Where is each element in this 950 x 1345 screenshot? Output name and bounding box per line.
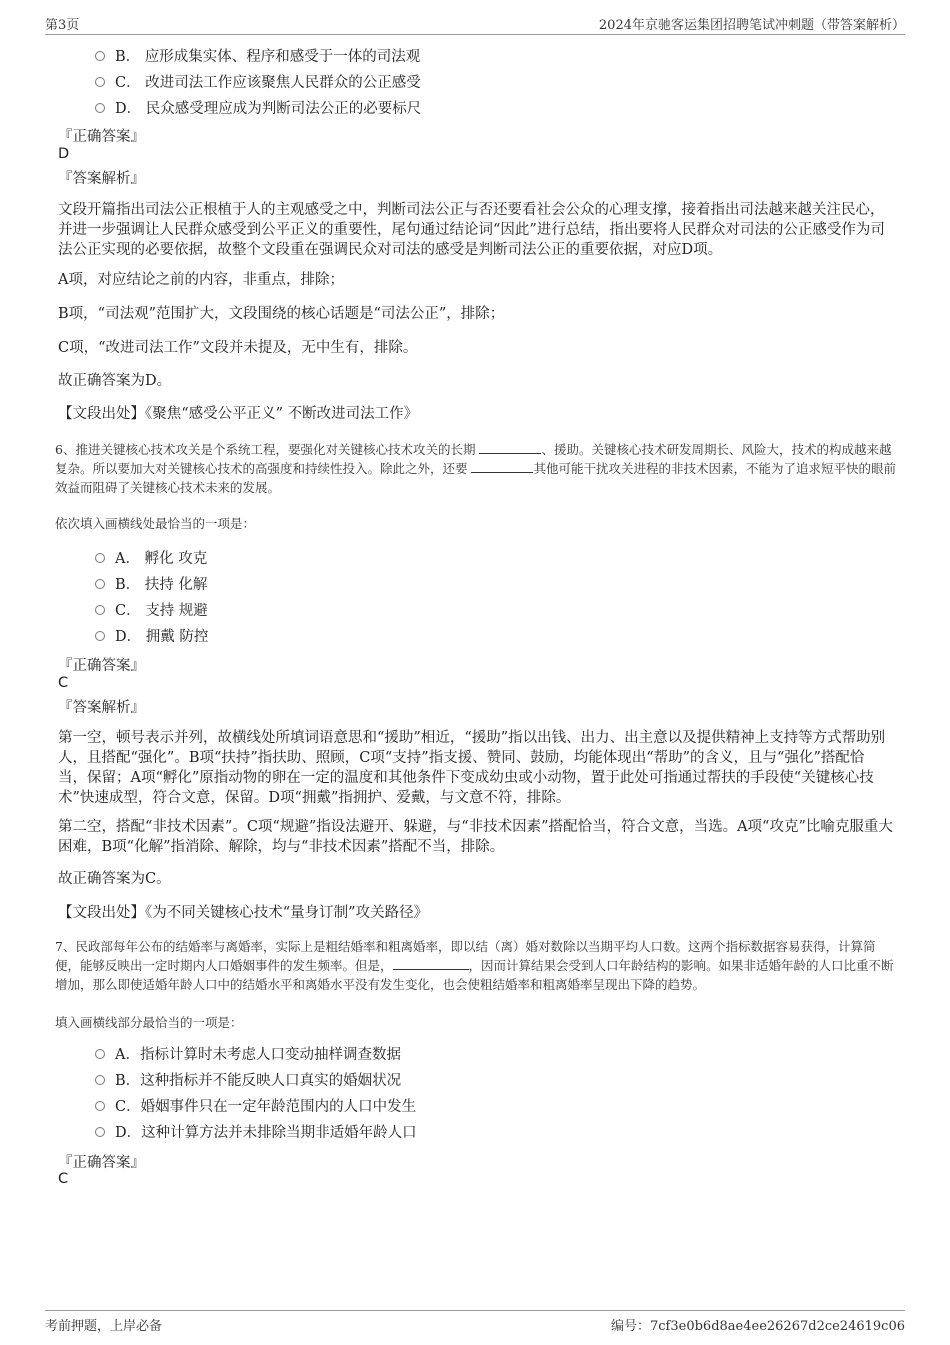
- q6-option-d[interactable]: D． 拥戴 防控: [95, 626, 208, 648]
- q5-analysis-paragraph: 文段开篇指出司法公正根植于人的主观感受之中，判断司法公正与否还要看社会公众的心理支撑，接着指出司法越来越关注民心，并进一步强调让人民群众感受到公平正义的重要性，尾句通过结论词“因此”进行总结，指出要将人民群众对司法的公正感受作为司法公正实现的必要依据，故整个文段重在强调民众对司法的感受是判断司法公正的重要依据，对应D项。: [58, 202, 885, 258]
- q6-option-b[interactable]: B． 扶持 化解: [95, 574, 207, 596]
- page-number: 第3页: [45, 18, 80, 33]
- page-footer: [45, 1310, 905, 1335]
- q5-option-c[interactable]: C． 改进司法工作应该聚焦人民群众的公正感受: [95, 72, 421, 94]
- q6-answer: C: [58, 675, 69, 691]
- radio-icon[interactable]: [95, 103, 105, 113]
- radio-icon[interactable]: [95, 1075, 105, 1085]
- q5-analysis-a: A项，对应结论之前的内容，非重点，排除；: [58, 272, 344, 288]
- q6-option-c[interactable]: C． 支持 规避: [95, 600, 208, 622]
- q5-analysis-c: C项，“改进司法工作”文段并未提及，无中生有，排除。: [58, 340, 418, 356]
- q5-answer-label: 『正确答案』: [58, 129, 145, 145]
- q6-analysis-label: 『答案解析』: [58, 700, 145, 716]
- document-id: 编号：7cf3e0b6d8ae4ee26267d2ce24619c06: [611, 1319, 905, 1334]
- q7-option-b[interactable]: B．这种指标并不能反映人口真实的婚姻状况: [95, 1070, 401, 1092]
- blank-line: [479, 441, 541, 454]
- q7-answer: C: [58, 1171, 69, 1187]
- q5-option-d[interactable]: D． 民众感受理应成为判断司法公正的必要标尺: [95, 98, 421, 120]
- radio-icon[interactable]: [95, 605, 105, 615]
- q6-question-text: 6、推进关键核心技术攻关是个系统工程，要强化对关键核心技术攻关的长期 、援助。关键核心技术研发周期长、风险大，技术的构成越来越复杂。所以要加大对关键核心技术的高强度和持续性投入。除此之外，还要 其他可能干扰攻关进程的非技术因素，不能为了追求短平快的眼前效益而阻碍了关键核心技术未来的发展。: [55, 442, 896, 495]
- radio-icon[interactable]: [95, 1127, 105, 1137]
- q5-conclusion: 故正确答案为D。: [58, 373, 172, 389]
- q6-analysis-first-blank: 第一空，顿号表示并列，故横线处所填词语意思和“援助”相近，“援助”指以出钱、出力、出主意以及提供精神上支持等方式帮助别人，且搭配“强化”。B项“扶持”指扶助、照顾，C项“支持”指支援、赞同、鼓励，均能体现出“帮助”的含义，且与“强化”搭配恰当，保留；A项“孵化”原指动物的卵在一定的温度和其他条件下变成幼虫或小动物，置于此处可指通过帮扶的手段使“关键核心技术”快速成型，符合文意，保留。D项“拥戴”指拥护、爱戴，与文意不符，排除。: [58, 730, 886, 806]
- footer-slogan: 考前押题，上岸必备: [45, 1319, 163, 1334]
- radio-icon[interactable]: [95, 631, 105, 641]
- q7-question-text: 7、民政部每年公布的结婚率与离婚率，实际上是粗结婚率和粗离婚率，即以结（离）婚对数除以当期平均人口数。这两个指标数据容易获得，计算简便，能够反映出一定时期内人口婚姻事件的发生频率。但是， ，因而计算结果会受到人口年龄结构的影响。如果非适婚年龄的人口比重不断增加，那么即使适婚年龄人口中的结婚水平和离婚水平没有发生变化，也会使粗结婚率和粗离婚率呈现出下降的趋势。: [55, 939, 894, 992]
- q5-analysis-b: B项，“司法观”范围扩大，文段围绕的核心话题是“司法公正”，排除；: [58, 306, 505, 322]
- q6-analysis-second-blank: 第二空，搭配“非技术因素”。C项“规避”指设法避开、躲避，与“非技术因素”搭配恰当，符合文意，当选。A项“攻克”比喻克服重大困难，B项“化解”指消除、解除，均与“非技术因素”搭配不当，排除。: [58, 819, 893, 855]
- document-title: 2024年京驰客运集团招聘笔试冲刺题（带答案解析）: [598, 18, 905, 33]
- q6-prompt: 依次填入画横线处最恰当的一项是：: [55, 516, 256, 531]
- radio-icon[interactable]: [95, 77, 105, 87]
- q7-option-d[interactable]: D．这种计算方法并未排除当期非适婚年龄人口: [95, 1122, 417, 1144]
- radio-icon[interactable]: [95, 553, 105, 563]
- q5-analysis-label: 『答案解析』: [58, 171, 145, 187]
- q6-answer-label: 『正确答案』: [58, 658, 145, 674]
- q6-source: 【文段出处】《为不同关键核心技术“量身订制”攻关路径》: [58, 905, 429, 921]
- q7-answer-label: 『正确答案』: [58, 1155, 145, 1171]
- radio-icon[interactable]: [95, 51, 105, 61]
- q5-source: 【文段出处】《聚焦“感受公平正义” 不断改进司法工作》: [58, 406, 419, 422]
- q7-option-c[interactable]: C．婚姻事件只在一定年龄范围内的人口中发生: [95, 1096, 416, 1118]
- blank-line: [471, 460, 533, 473]
- q6-option-a[interactable]: A． 孵化 攻克: [95, 548, 207, 570]
- page-header: [45, 14, 905, 35]
- radio-icon[interactable]: [95, 1101, 105, 1111]
- q7-prompt: 填入画横线部分最恰当的一项是：: [55, 1015, 243, 1030]
- blank-line: [393, 957, 469, 970]
- radio-icon[interactable]: [95, 579, 105, 589]
- q7-option-a[interactable]: A．指标计算时未考虑人口变动抽样调查数据: [95, 1044, 401, 1066]
- q5-answer: D: [58, 146, 70, 162]
- q6-conclusion: 故正确答案为C。: [58, 871, 171, 887]
- q5-option-b[interactable]: B． 应形成集实体、程序和感受于一体的司法观: [95, 46, 420, 68]
- radio-icon[interactable]: [95, 1049, 105, 1059]
